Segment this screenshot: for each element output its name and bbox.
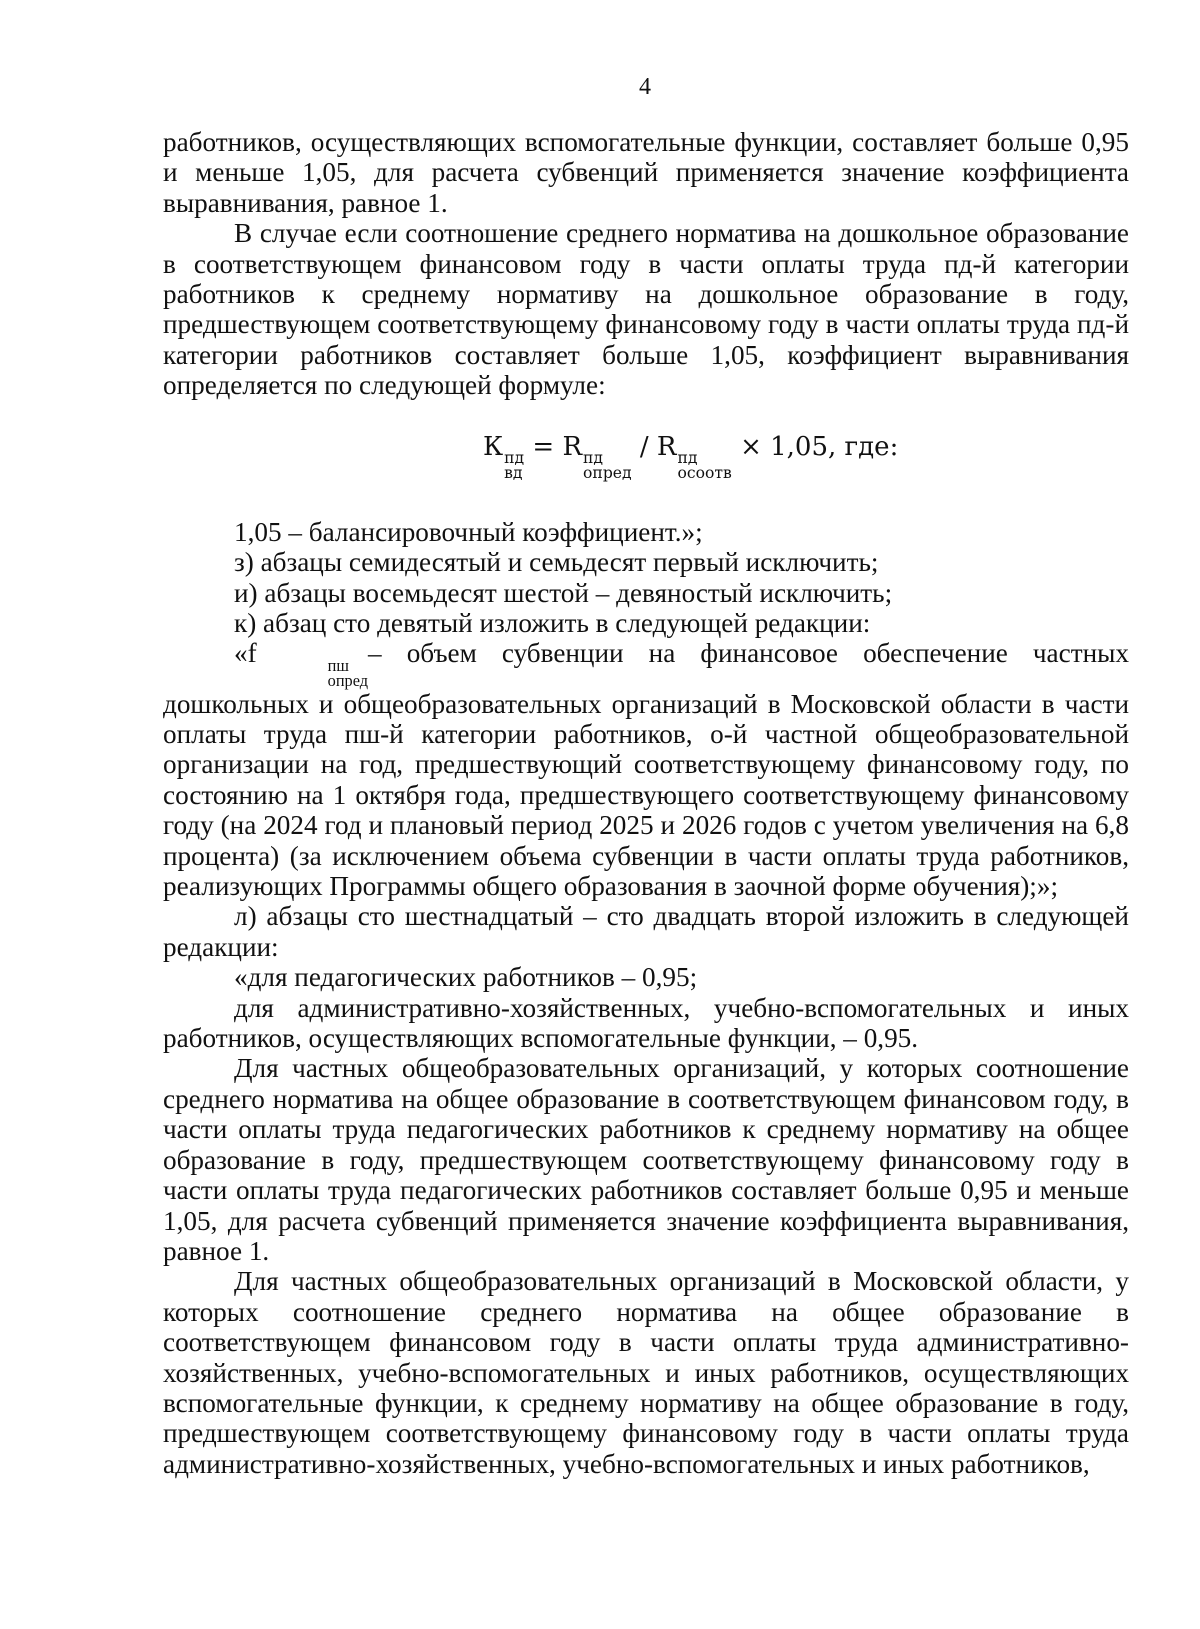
item-i: и) абзацы восемьдесят шестой – девяностый исключить;	[234, 577, 893, 608]
paragraph-private-organizations-administrative: Для частных общеобразовательных организаций в Московской области, у которых соотношение среднего норматива на общее образование в соответствующем финансовом году в части оплаты труда административно-хозяйственных, учебно-вспомогательных и иных работников, осуществляющих вспомогательные функции, к среднему нормативу на общее образование в году, предшествующем соответствующему финансовому году в части оплаты труда административно-хозяйственных, учебно-вспомогательных и иных работников,	[163, 1266, 1129, 1479]
formula-r1-sub: опред	[583, 464, 632, 483]
administrative-coefficient-line: для административно-хозяйственных, учебно-вспомогательных и иных работников, осуществляющих вспомогательные функции, – 0,95.	[163, 992, 1129, 1054]
paragraph-f-definition	[163, 638, 1129, 901]
paragraph-equalization-condition: В случае если соотношение среднего норматива на дошкольное образование в соответствующем финансовом году в части оплаты труда пд-й категории работников к среднему нормативу на дошкольное образование в году, предшествующем соответствующему финансовому году в части оплаты труда пд-й категории работников составляет больше 1,05, коэффициент выравнивания определяется по следующей формуле:	[163, 218, 1129, 401]
formula-r1-term	[562, 429, 631, 481]
f-definition-text: – объем субвенции на финансовое обеспечение частных дошкольных и общеобразовательных организаций в Московской области в части оплаты труда пш-й категории работников, о-й частной общеобразовательной организации на год, предшествующий соответствующему финансовому году, по состоянию на 1 октября года, предшествующего соответствующему финансовому году (на 2024 год и плановый период 2025 и 2026 годов с учетом увеличения на 6,8 процента) (за исключением объема субвенции в части оплаты труда работников, реализующих Программы общего образования в заочной форме обучения);»;	[163, 638, 1129, 902]
pedagogical-coefficient-line: «для педагогических работников – 0,95;	[234, 962, 698, 993]
formula-r2-term	[657, 429, 732, 481]
formula-equals: =	[524, 431, 563, 462]
formula-r2-sub: осоотв	[677, 464, 732, 483]
f-open-quote: «	[234, 638, 248, 669]
f-symbol-sup: пш	[327, 655, 349, 675]
formula-k-base: К	[483, 431, 504, 462]
page-number: 4	[639, 74, 651, 100]
f-symbol-indices	[257, 655, 369, 691]
item-z: з) абзацы семидесятый и семьдесят первый исключить;	[234, 547, 879, 578]
item-k: к) абзац сто девятый изложить в следующей редакции:	[234, 608, 871, 639]
f-symbol-sub: опред	[327, 671, 369, 691]
formula-k-sup: пд	[504, 449, 525, 468]
formula-r2-base: R	[656, 431, 677, 462]
formula-r2-sup: пд	[677, 449, 698, 468]
formula-k-term	[483, 429, 524, 481]
f-symbol-base: f	[247, 638, 257, 669]
formula-k-sub: вд	[504, 464, 523, 483]
paragraph-continuation: работников, осуществляющих вспомогательные функции, составляет больше 0,95 и меньше 1,05, для расчета субвенций применяется значение коэффициента выравнивания, равное 1.	[163, 127, 1129, 218]
formula-tail: × 1,05, где:	[731, 431, 899, 462]
formula-divide: /	[631, 431, 657, 462]
balance-coefficient-line: 1,05 – балансировочный коэффициент.»;	[234, 516, 703, 547]
paragraph-private-organizations-pedagogical: Для частных общеобразовательных организаций, у которых соотношение среднего норматива на общее образование в соответствующем финансовом году, в части оплаты труда педагогических работников к среднему нормативу на общее образование в году, предшествующем соответствующему финансовому году в части оплаты труда педагогических работников составляет больше 0,95 и меньше 1,05, для расчета субвенций применяется значение коэффициента выравнивания, равное 1.	[163, 1053, 1129, 1266]
item-l: л) абзацы сто шестнадцатый – сто двадцать второй изложить в следующей редакции:	[163, 901, 1129, 962]
document-body	[163, 127, 1129, 1479]
formula-r1-sup: пд	[583, 449, 604, 468]
formula-r1-base: R	[562, 431, 583, 462]
equalization-formula	[163, 429, 1129, 481]
